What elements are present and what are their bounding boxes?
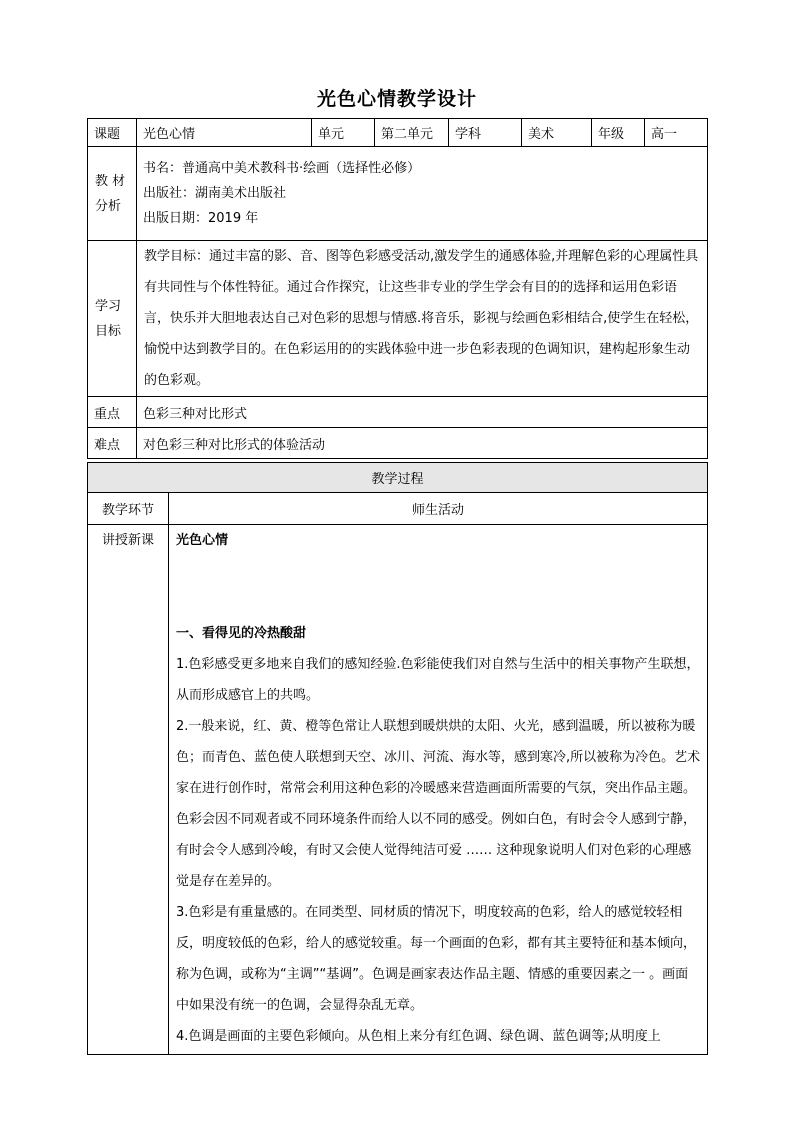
col-stage-header: 教学环节 <box>88 493 169 525</box>
info-row-textbook <box>88 147 708 241</box>
paragraph-1: 1.色彩感受更多地来自我们的感知经验.色彩能使我们对自然与生活中的相关事物产生联想，从而形成感官上的共鸣。 <box>176 657 700 703</box>
textbook-analysis <box>137 147 708 241</box>
info-row-goal <box>88 241 708 397</box>
process-table <box>87 462 708 1055</box>
process-header: 教学过程 <box>88 463 708 493</box>
process-content-row <box>88 525 708 1055</box>
process-header-row <box>88 463 708 493</box>
textbook-publish-date: 出版日期：2019 年 <box>143 211 259 226</box>
difficult-value: 对色彩三种对比形式的体验活动 <box>137 428 708 459</box>
paragraph-4: 4.色调是画面的主要色彩倾向。从色相上来分有红色调、绿色调、蓝色调等;从明度上 <box>176 1029 661 1044</box>
info-row-key <box>88 397 708 428</box>
subject-label: 学科 <box>449 119 522 147</box>
grade-label: 年级 <box>592 119 645 147</box>
document-title: 光色心情教学设计 <box>316 88 477 110</box>
info-table <box>87 118 708 459</box>
stage-label: 讲授新课 <box>88 525 169 1055</box>
textbook-book-name: 书名：普通高中美术教科书·绘画（选择性必修） <box>143 161 421 176</box>
textbook-publisher: 出版社：湖南美术出版社 <box>143 186 287 201</box>
paragraph-3: 3.色彩是有重量感的。在同类型、同材质的情况下，明度较高的色彩，给人的感觉较轻相反，明度较低的色彩，给人的感觉较重。每一个画面的色彩，都有其主要特征和基本倾向，称为色调，或称为“主调”“基调”。色调是画家表达作品主题、情感的重要因素之一 。画面中如果没有统一的色调，会显得杂乱无章。 <box>176 905 697 1013</box>
goal-text: 教学目标：通过丰富的影、音、图等色彩感受活动,激发学生的通感体验,并理解色彩的心理属性具有共同性与个体性特征。通过合作探究，让这些非专业的学生学会有目的的选择和运用色彩语言，快乐并大胆地表达自己对色彩的思想与情感.将音乐，影视与绘画色彩相结合,使学生在轻松，愉悦中达到教学目的。在色彩运用的的实践体验中进一步色彩表现的色调知识，建构起形象生动的色彩观。 <box>137 241 708 397</box>
difficult-label: 难点 <box>88 428 137 459</box>
activity-content <box>169 525 708 1055</box>
goal-label: 学习 目标 <box>88 241 137 397</box>
lesson-title: 光色心情 <box>176 533 229 548</box>
subject-value: 美术 <box>522 119 592 147</box>
topic-label: 课题 <box>88 119 137 147</box>
unit-value: 第二单元 <box>375 119 449 147</box>
topic-value: 光色心情 <box>137 119 312 147</box>
col-activity-header: 师生活动 <box>169 493 708 525</box>
paragraph-2: 2.一般来说，红、黄、橙等色常让人联想到暖烘烘的太阳、火光，感到温暖，所以被称为暖色；而青色、蓝色使人联想到天空、冰川、河流、海水等，感到寒冷,所以被称为冷色。艺术家在进行创作时，常常会利用这种色彩的冷暖感来营造画面所需要的气氛，突出作品主题。色彩会因不同观者或不同环境条件而给人以不同的感受。例如白色，有时会令人感到宁静，有时会令人感到冷峻，有时又会使人觉得纯洁可爱 …… 这种现象说明人们对色彩的心理感觉是存在差异的。 <box>176 719 701 889</box>
process-columns-row <box>88 493 708 525</box>
info-row-basic <box>88 119 708 147</box>
unit-label: 单元 <box>312 119 375 147</box>
key-label: 重点 <box>88 397 137 428</box>
textbook-label: 教 材 分析 <box>88 147 137 241</box>
key-value: 色彩三种对比形式 <box>137 397 708 428</box>
info-row-difficult <box>88 428 708 459</box>
grade-value: 高一 <box>645 119 708 147</box>
section-title: 一、看得见的冷热酸甜 <box>176 626 307 641</box>
